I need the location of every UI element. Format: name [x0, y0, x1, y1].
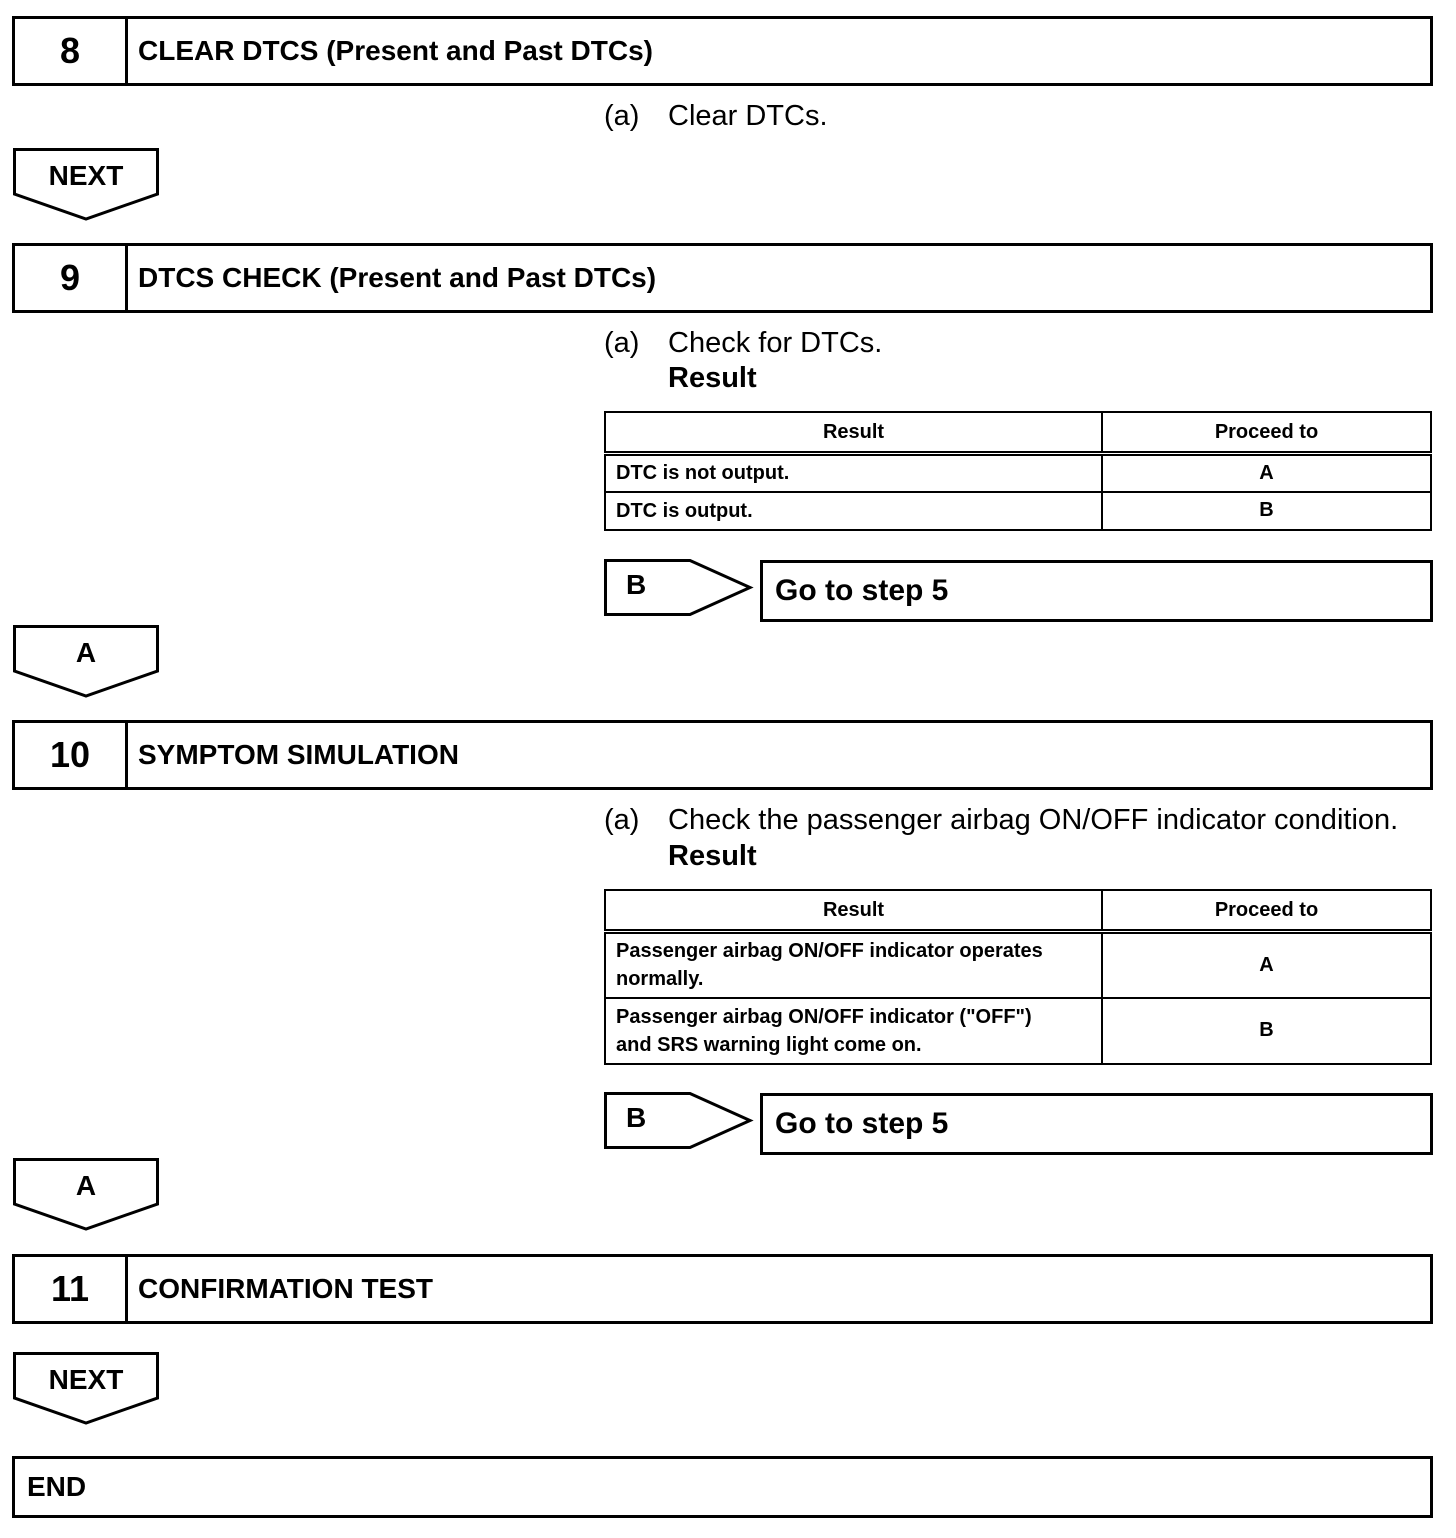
result-cell: DTC is not output.	[605, 454, 1102, 492]
instruction-label: (a)	[604, 100, 640, 132]
step-number: 8	[15, 19, 128, 83]
step-number: 11	[15, 1257, 128, 1321]
table-row	[605, 932, 1431, 998]
table-row	[605, 492, 1431, 530]
proceed-cell: A	[1102, 932, 1431, 998]
end-box: END	[12, 1456, 1433, 1518]
step-9-result-table	[604, 411, 1432, 531]
goto-step-box: Go to step 5	[760, 560, 1433, 622]
table-row	[605, 998, 1431, 1064]
branch-label: B	[626, 569, 647, 600]
step-10-instruction	[604, 804, 1434, 840]
a-flow-arrow	[13, 1158, 159, 1232]
table-row	[605, 454, 1431, 492]
a-flow-arrow	[13, 625, 159, 699]
table-header-proceed: Proceed to	[1102, 412, 1431, 454]
table-header-result: Result	[605, 412, 1102, 454]
step-8-instruction	[604, 100, 1424, 136]
step-number: 10	[15, 723, 128, 787]
result-title: Result	[668, 840, 757, 872]
step-10-header	[12, 720, 1433, 790]
result-cell	[605, 932, 1102, 998]
flow-label: A	[75, 1170, 97, 1201]
branch-label: B	[626, 1102, 647, 1133]
table-header-result: Result	[605, 890, 1102, 932]
step-title: DTCS CHECK (Present and Past DTCs)	[138, 262, 657, 293]
flow-label: NEXT	[48, 1364, 124, 1395]
step-title: CONFIRMATION TEST	[138, 1273, 434, 1304]
result-line: Passenger airbag ON/OFF indicator operates	[616, 940, 1043, 963]
result-line: Passenger airbag ON/OFF indicator ("OFF")	[616, 1005, 1032, 1028]
instruction-label: (a)	[604, 327, 640, 359]
branch-b-arrow	[604, 559, 754, 617]
flow-label: NEXT	[48, 160, 124, 191]
result-line: normally.	[616, 968, 704, 991]
step-9-header	[12, 243, 1433, 313]
next-flow-arrow	[13, 1352, 159, 1426]
next-flow-arrow	[13, 148, 159, 222]
instruction-label: (a)	[604, 804, 640, 836]
branch-b-arrow	[604, 1092, 754, 1150]
proceed-cell: B	[1102, 998, 1431, 1064]
step-number: 9	[15, 246, 128, 310]
instruction-text: Clear DTCs.	[668, 100, 828, 132]
step-10-result-table	[604, 889, 1432, 1065]
step-title: SYMPTOM SIMULATION	[138, 739, 459, 770]
goto-step-box: Go to step 5	[760, 1093, 1433, 1155]
proceed-cell: B	[1102, 492, 1431, 530]
result-line: and SRS warning light come on.	[616, 1033, 922, 1056]
proceed-cell: A	[1102, 454, 1431, 492]
step-8-header	[12, 16, 1433, 86]
step-11-header	[12, 1254, 1433, 1324]
instruction-text: Check the passenger airbag ON/OFF indicator condition.	[668, 804, 1399, 836]
flow-label: A	[75, 637, 97, 668]
step-9-instruction	[604, 327, 1424, 363]
result-title: Result	[668, 362, 757, 394]
result-cell	[605, 998, 1102, 1064]
result-cell: DTC is output.	[605, 492, 1102, 530]
table-header-proceed: Proceed to	[1102, 890, 1431, 932]
step-title: CLEAR DTCS (Present and Past DTCs)	[138, 35, 653, 66]
instruction-text: Check for DTCs.	[668, 327, 883, 359]
